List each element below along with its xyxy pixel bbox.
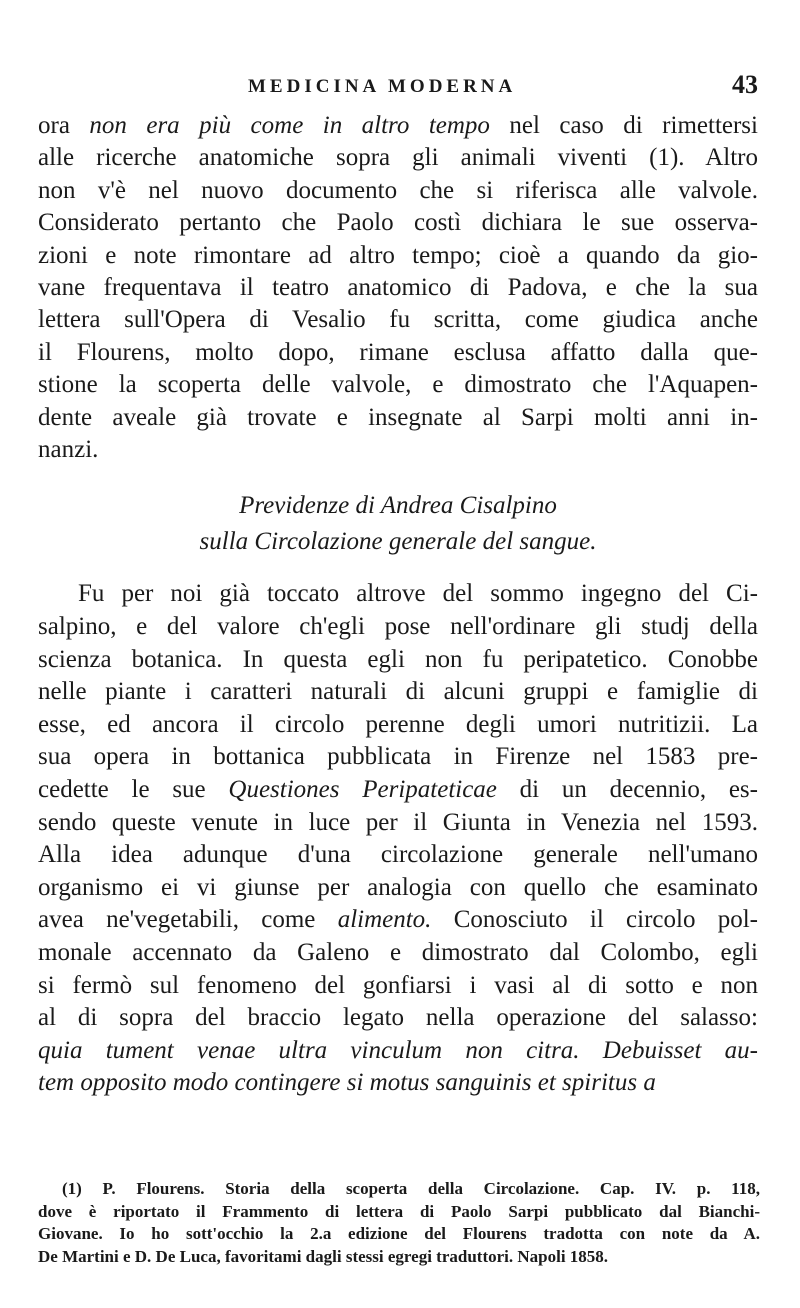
text-line [38, 709, 758, 742]
text-segment: il Flourens, molto dopo, rimane esclusa affatto dalla que- [38, 338, 758, 366]
section-heading [38, 488, 758, 560]
text-segment: Alla idea adunque d'una circolazione generale nell'umano [38, 841, 758, 869]
text-line [38, 1067, 758, 1100]
text-segment: stione la scoperta delle valvole, e dimostrato che l'Aquapen- [38, 371, 758, 399]
text-line [38, 142, 758, 174]
text-segment: Conosciuto il circolo pol- [431, 906, 758, 934]
text-line [38, 369, 758, 401]
text-line [38, 741, 758, 774]
text-line [38, 904, 758, 937]
text-segment: salpino, e del valore ch'egli pose nell'ordinare gli studj della [38, 613, 758, 641]
text-line [38, 337, 758, 369]
text-segment: cedette le sue [38, 776, 229, 804]
text-segment: nelle piante i caratteri naturali di alcuni gruppi e famiglie di [38, 678, 758, 706]
section-heading-line-2: sulla Circolazione generale del sangue. [199, 528, 597, 556]
text-line [38, 240, 758, 272]
text-line [38, 304, 758, 336]
text-line [38, 676, 758, 709]
text-segment: si fermò sul fenomeno del gonfiarsi i vasi al di sotto e non [38, 971, 758, 999]
text-segment: organismo ei vi giunse per analogia con quello che esaminato [38, 873, 758, 901]
text-line [38, 644, 758, 677]
footnote-line: De Martini e D. De Luca, favoritami dagli stessi egregi traduttori. Napoli 1858. [38, 1246, 609, 1266]
text-segment: alle ricerche anatomiche sopra gli animali viventi (1). Altro [38, 144, 758, 172]
italic-text: Questiones Peripateticae [228, 776, 497, 804]
text-line [38, 175, 758, 207]
text-segment: vane frequentava il teatro anatomico di Padova, e che la sua [38, 274, 758, 302]
text-line [38, 872, 758, 905]
text-line [38, 937, 758, 970]
text-segment: sua opera in bottanica pubblicata in Firenze nel 1583 pre- [38, 743, 758, 771]
book-page [38, 70, 758, 1100]
text-line [38, 272, 758, 304]
text-segment: di un decennio, es- [496, 776, 758, 804]
footnote-line: (1) P. Flourens. Storia della scoperta della Circolazione. Cap. IV. p. 118, [62, 1179, 760, 1198]
running-header [38, 70, 758, 110]
running-title: MEDICINA MODERNA [248, 76, 517, 97]
text-line [38, 207, 758, 239]
text-segment: Considerato pertanto che Paolo costì dichiara le sue osserva- [38, 209, 758, 237]
paragraph-2 [38, 578, 758, 1100]
page-number: 43 [732, 70, 758, 99]
text-line [38, 578, 758, 611]
text-segment: Fu per noi già toccato altrove del sommo ingegno del Ci- [78, 580, 758, 608]
text-line [38, 1002, 758, 1035]
text-line [38, 434, 758, 466]
text-line [38, 611, 758, 644]
text-line [38, 807, 758, 840]
text-line [38, 970, 758, 1003]
text-line [38, 402, 758, 434]
text-segment: zioni e note rimontare ad altro tempo; cioè a quando da gio- [38, 241, 758, 269]
text-line [38, 839, 758, 872]
text-segment: avea ne'vegetabili, come [38, 906, 338, 934]
paragraph-1 [38, 110, 758, 466]
italic-text: tem opposito modo contingere si motus sanguinis et spiritus a [38, 1069, 656, 1097]
footnote-line: dove è riportato il Frammento di lettera di Paolo Sarpi pubblicato dal Bianchi- [38, 1201, 760, 1221]
text-segment: ora [38, 112, 90, 139]
text-line [38, 774, 758, 807]
text-segment: sendo queste venute in luce per il Giunta in Venezia nel 1593. [38, 808, 758, 836]
text-line [38, 110, 758, 142]
footnotes [38, 1178, 760, 1268]
text-segment: monale accennato da Galeno e dimostrato dal Colombo, egli [38, 939, 758, 966]
italic-text: non era più come in altro tempo [89, 112, 490, 139]
text-line [38, 1035, 758, 1068]
text-segment: nel caso di rimettersi [489, 112, 758, 139]
text-segment: nanzi. [38, 436, 99, 464]
text-segment: al di sopra del braccio legato nella operazione del salasso: [38, 1004, 758, 1032]
italic-text: quia tument venae ultra vinculum non citra. Debuisset au- [38, 1036, 758, 1064]
text-segment: scienza botanica. In questa egli non fu peripatetico. Conobbe [38, 645, 758, 673]
footnote-line: Giovane. Io ho sott'occhio la 2.a edizione del Flourens tradotta con note da A. [38, 1224, 760, 1244]
text-segment: dente aveale già trovate e insegnate al Sarpi molti anni in- [38, 403, 758, 431]
text-segment: lettera sull'Opera di Vesalio fu scritta, come giudica anche [38, 306, 758, 334]
italic-text: alimento. [337, 906, 432, 934]
section-heading-line-1: Previdenze di Andrea Cisalpino [239, 492, 557, 520]
text-segment: non v'è nel nuovo documento che si riferisca alle valvole. [38, 176, 758, 204]
text-segment: esse, ed ancora il circolo perenne degli umori nutritizii. La [38, 710, 758, 738]
